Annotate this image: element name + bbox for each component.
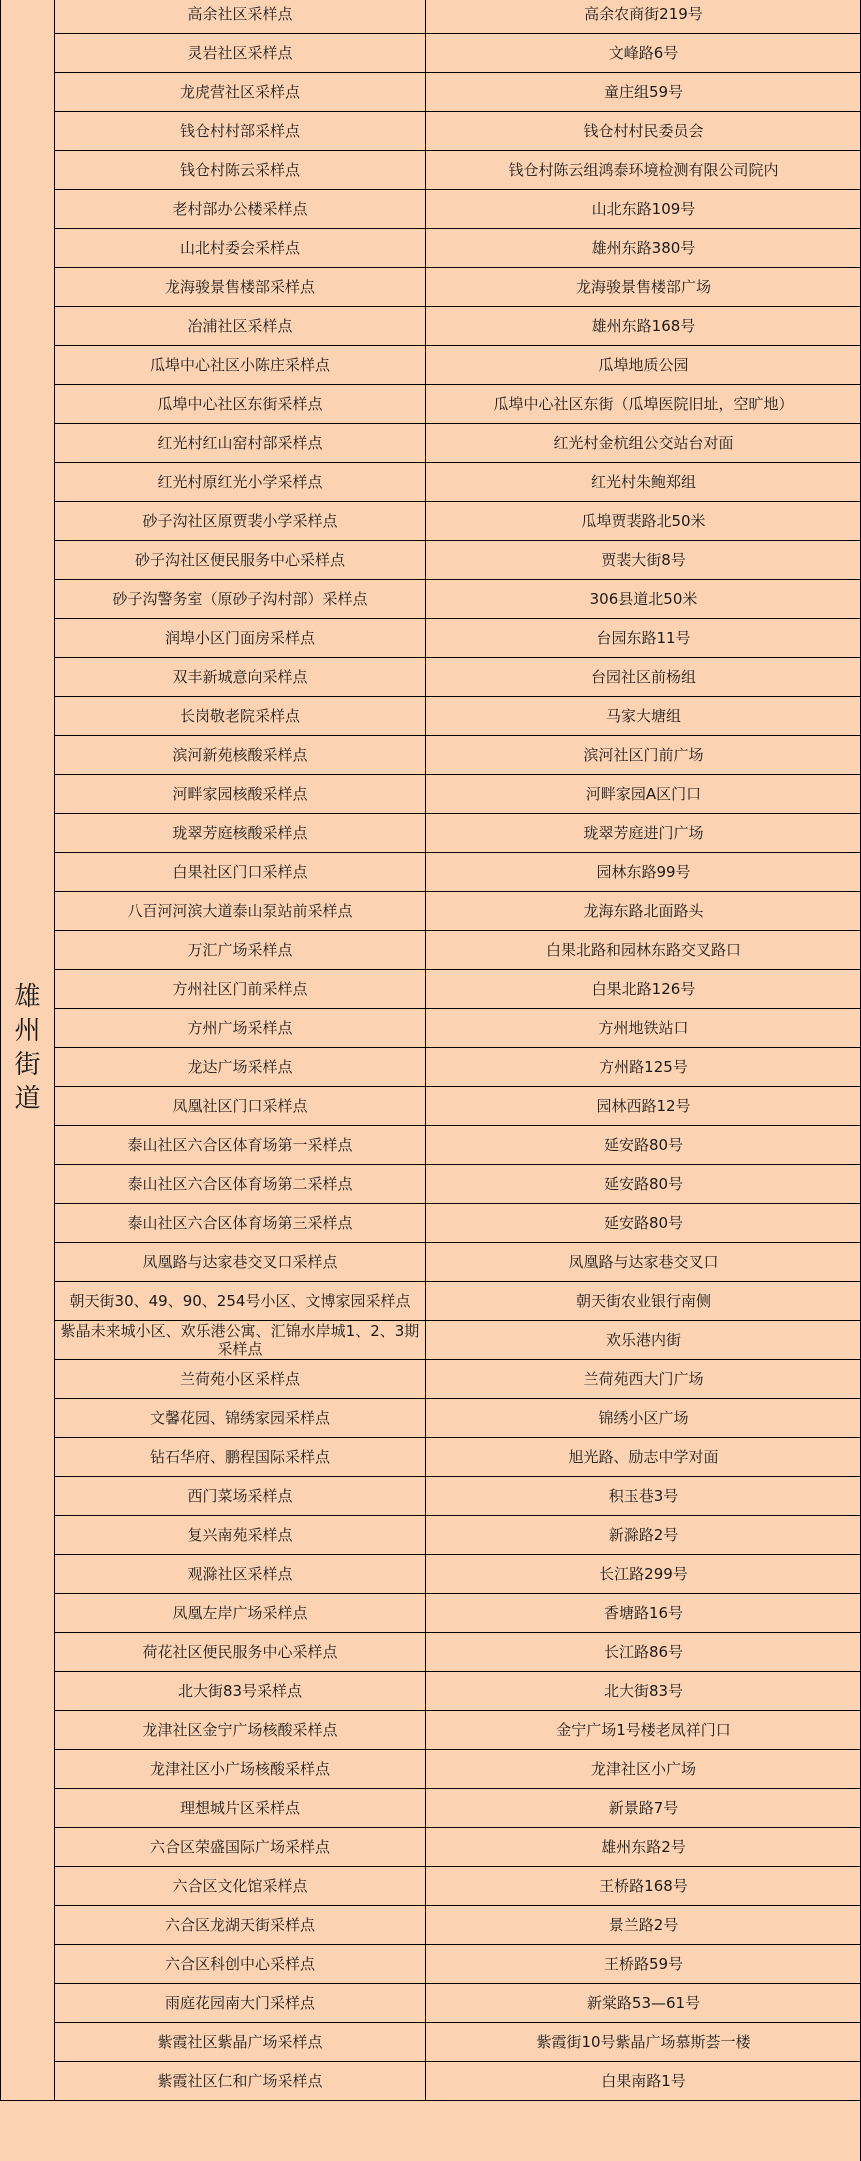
site-name-cell: 泰山社区六合区体育场第一采样点 — [55, 1126, 426, 1165]
site-address-cell: 园林东路99号 — [426, 853, 861, 892]
site-address-cell: 旭光路、励志中学对面 — [426, 1438, 861, 1477]
site-address-cell: 白果北路126号 — [426, 970, 861, 1009]
table-row — [1, 190, 861, 229]
site-name-cell: 灵岩社区采样点 — [55, 34, 426, 73]
table-row — [1, 1477, 861, 1516]
site-name-cell: 长岗敬老院采样点 — [55, 697, 426, 736]
table-row — [1, 346, 861, 385]
table-row — [1, 1126, 861, 1165]
site-address-cell: 延安路80号 — [426, 1204, 861, 1243]
site-name-cell: 龙津社区金宁广场核酸采样点 — [55, 1711, 426, 1750]
site-name-cell: 凤凰左岸广场采样点 — [55, 1594, 426, 1633]
site-address-cell: 红光村金杭组公交站台对面 — [426, 424, 861, 463]
site-address-cell: 香塘路16号 — [426, 1594, 861, 1633]
site-address-cell: 凤凰路与达家巷交叉口 — [426, 1243, 861, 1282]
table-row — [1, 34, 861, 73]
table-row — [1, 1516, 861, 1555]
table-row — [1, 1945, 861, 1984]
table-row — [1, 697, 861, 736]
table-row — [1, 1711, 861, 1750]
table-row — [1, 814, 861, 853]
site-name-cell: 西门菜场采样点 — [55, 1477, 426, 1516]
site-address-cell: 白果南路1号 — [426, 2062, 861, 2101]
site-name-cell: 钻石华府、鹏程国际采样点 — [55, 1438, 426, 1477]
site-address-cell: 马家大塘组 — [426, 697, 861, 736]
table-row — [1, 619, 861, 658]
site-address-cell: 北大街83号 — [426, 1672, 861, 1711]
site-address-cell: 积玉巷3号 — [426, 1477, 861, 1516]
site-name-cell: 砂子沟社区原贾裴小学采样点 — [55, 502, 426, 541]
site-name-cell: 河畔家园核酸采样点 — [55, 775, 426, 814]
site-name-cell: 六合区科创中心采样点 — [55, 1945, 426, 1984]
site-name-cell: 高余社区采样点 — [55, 0, 426, 34]
site-name-cell: 钱仓村陈云采样点 — [55, 151, 426, 190]
site-address-cell: 钱仓村村民委员会 — [426, 112, 861, 151]
district-name: 雄州街道 — [14, 981, 41, 1114]
site-address-cell: 景兰路2号 — [426, 1906, 861, 1945]
site-name-cell: 雨庭花园南大门采样点 — [55, 1984, 426, 2023]
site-name-cell: 龙海骏景售楼部采样点 — [55, 268, 426, 307]
site-address-cell: 延安路80号 — [426, 1126, 861, 1165]
site-name-cell: 紫霞社区紫晶广场采样点 — [55, 2023, 426, 2062]
table-row — [1, 112, 861, 151]
site-address-cell: 方州路125号 — [426, 1048, 861, 1087]
site-address-cell: 瓜埠贾裴路北50米 — [426, 502, 861, 541]
site-address-cell: 瓜埠中心社区东街（瓜埠医院旧址，空旷地） — [426, 385, 861, 424]
site-address-cell: 兰荷苑西大门广场 — [426, 1360, 861, 1399]
site-address-cell: 雄州东路380号 — [426, 229, 861, 268]
site-address-cell: 台园东路11号 — [426, 619, 861, 658]
site-name-cell: 珑翠芳庭核酸采样点 — [55, 814, 426, 853]
table-row — [1, 775, 861, 814]
site-address-cell: 贾裴大街8号 — [426, 541, 861, 580]
table-row — [1, 1243, 861, 1282]
site-address-cell: 雄州东路168号 — [426, 307, 861, 346]
table-row — [1, 307, 861, 346]
site-name-cell: 泰山社区六合区体育场第二采样点 — [55, 1165, 426, 1204]
table-row — [1, 1867, 861, 1906]
table-row — [1, 1009, 861, 1048]
site-name-cell: 龙津社区小广场核酸采样点 — [55, 1750, 426, 1789]
site-name-cell: 六合区龙湖天街采样点 — [55, 1906, 426, 1945]
site-name-cell: 冶浦社区采样点 — [55, 307, 426, 346]
site-address-cell: 306县道北50米 — [426, 580, 861, 619]
site-name-cell: 兰荷苑小区采样点 — [55, 1360, 426, 1399]
site-name-cell: 凤凰路与达家巷交叉口采样点 — [55, 1243, 426, 1282]
site-address-cell: 龙津社区小广场 — [426, 1750, 861, 1789]
site-address-cell: 锦绣小区广场 — [426, 1399, 861, 1438]
site-address-cell: 新景路7号 — [426, 1789, 861, 1828]
site-address-cell: 珑翠芳庭进门广场 — [426, 814, 861, 853]
site-address-cell: 文峰路6号 — [426, 34, 861, 73]
site-address-cell: 王桥路168号 — [426, 1867, 861, 1906]
site-name-cell: 六合区文化馆采样点 — [55, 1867, 426, 1906]
site-address-cell: 雄州东路2号 — [426, 1828, 861, 1867]
site-address-cell: 园林西路12号 — [426, 1087, 861, 1126]
table-row — [1, 73, 861, 112]
site-address-cell: 王桥路59号 — [426, 1945, 861, 1984]
site-address-cell: 龙海东路北面路头 — [426, 892, 861, 931]
site-name-cell: 瓜埠中心社区东街采样点 — [55, 385, 426, 424]
site-name-cell: 北大街83号采样点 — [55, 1672, 426, 1711]
table-row — [1, 1789, 861, 1828]
site-name-cell: 复兴南苑采样点 — [55, 1516, 426, 1555]
site-address-cell: 延安路80号 — [426, 1165, 861, 1204]
site-name-cell: 山北村委会采样点 — [55, 229, 426, 268]
site-address-cell: 紫霞街10号紫晶广场慕斯荟一楼 — [426, 2023, 861, 2062]
district-name-cell — [1, 0, 55, 2101]
site-address-cell: 河畔家园A区门口 — [426, 775, 861, 814]
site-name-cell: 红光村红山窑村部采样点 — [55, 424, 426, 463]
site-name-cell: 润埠小区门面房采样点 — [55, 619, 426, 658]
site-name-cell: 方州社区门前采样点 — [55, 970, 426, 1009]
site-address-cell: 瓜埠地质公园 — [426, 346, 861, 385]
table-row — [1, 1399, 861, 1438]
site-name-cell: 八百河河滨大道泰山泵站前采样点 — [55, 892, 426, 931]
site-address-cell: 新棠路53—61号 — [426, 1984, 861, 2023]
site-address-cell: 欢乐港内街 — [426, 1321, 861, 1360]
table-body — [1, 0, 861, 2101]
table-row — [1, 1672, 861, 1711]
table-row — [1, 970, 861, 1009]
table-row — [1, 658, 861, 697]
site-address-cell: 台园社区前杨组 — [426, 658, 861, 697]
site-name-cell: 老村部办公楼采样点 — [55, 190, 426, 229]
site-name-cell: 朝天街30、49、90、254号小区、文博家园采样点 — [55, 1282, 426, 1321]
site-name-cell: 双丰新城意向采样点 — [55, 658, 426, 697]
site-name-cell: 白果社区门口采样点 — [55, 853, 426, 892]
table-row — [1, 1165, 861, 1204]
table-row — [1, 1633, 861, 1672]
site-address-cell: 钱仓村陈云组鸿泰环境检测有限公司院内 — [426, 151, 861, 190]
site-name-cell: 红光村原红光小学采样点 — [55, 463, 426, 502]
table-row — [1, 268, 861, 307]
site-address-cell: 山北东路109号 — [426, 190, 861, 229]
table-row — [1, 1360, 861, 1399]
site-address-cell: 童庄组59号 — [426, 73, 861, 112]
table-row — [1, 736, 861, 775]
table-row — [1, 229, 861, 268]
table-row — [1, 1555, 861, 1594]
site-name-cell: 瓜埠中心社区小陈庄采样点 — [55, 346, 426, 385]
site-address-cell: 新滁路2号 — [426, 1516, 861, 1555]
site-address-cell: 金宁广场1号楼老凤祥门口 — [426, 1711, 861, 1750]
site-name-cell: 方州广场采样点 — [55, 1009, 426, 1048]
site-address-cell: 滨河社区门前广场 — [426, 736, 861, 775]
table-row — [1, 541, 861, 580]
site-name-cell: 泰山社区六合区体育场第三采样点 — [55, 1204, 426, 1243]
table-row — [1, 1828, 861, 1867]
site-name-cell: 观滁社区采样点 — [55, 1555, 426, 1594]
site-name-cell: 砂子沟社区便民服务中心采样点 — [55, 541, 426, 580]
site-name-cell: 龙虎营社区采样点 — [55, 73, 426, 112]
table-row — [1, 1750, 861, 1789]
site-name-cell: 凤凰社区门口采样点 — [55, 1087, 426, 1126]
table-row — [1, 1048, 861, 1087]
table-row — [1, 2023, 861, 2062]
site-name-cell: 文馨花园、锦绣家园采样点 — [55, 1399, 426, 1438]
table-row — [1, 1984, 861, 2023]
site-name-cell: 理想城片区采样点 — [55, 1789, 426, 1828]
table-row — [1, 1282, 861, 1321]
table-row — [1, 502, 861, 541]
site-name-cell: 滨河新苑核酸采样点 — [55, 736, 426, 775]
table-row — [1, 1204, 861, 1243]
table-row — [1, 1438, 861, 1477]
table-row — [1, 2062, 861, 2101]
table-row — [1, 463, 861, 502]
site-name-cell: 紫晶未来城小区、欢乐港公寓、汇锦水岸城1、2、3期采样点 — [55, 1321, 426, 1360]
table-row — [1, 580, 861, 619]
table-row — [1, 1087, 861, 1126]
table-row — [1, 931, 861, 970]
site-name-cell: 钱仓村村部采样点 — [55, 112, 426, 151]
site-name-cell: 万汇广场采样点 — [55, 931, 426, 970]
table-row — [1, 892, 861, 931]
table-row — [1, 1594, 861, 1633]
table-row — [1, 424, 861, 463]
site-address-cell: 红光村朱鲍郑组 — [426, 463, 861, 502]
site-address-cell: 高余农商街219号 — [426, 0, 861, 34]
site-name-cell: 砂子沟警务室（原砂子沟村部）采样点 — [55, 580, 426, 619]
site-address-cell: 长江路299号 — [426, 1555, 861, 1594]
table-row — [1, 1906, 861, 1945]
site-address-cell: 龙海骏景售楼部广场 — [426, 268, 861, 307]
site-name-cell: 紫霞社区仁和广场采样点 — [55, 2062, 426, 2101]
site-address-cell: 朝天街农业银行南侧 — [426, 1282, 861, 1321]
table-row — [1, 385, 861, 424]
site-name-cell: 荷花社区便民服务中心采样点 — [55, 1633, 426, 1672]
table-row — [1, 853, 861, 892]
table-row — [1, 0, 861, 34]
site-address-cell: 方州地铁站口 — [426, 1009, 861, 1048]
site-address-cell: 长江路86号 — [426, 1633, 861, 1672]
table-row — [1, 1321, 861, 1360]
table-row — [1, 151, 861, 190]
site-name-cell: 龙达广场采样点 — [55, 1048, 426, 1087]
site-name-cell: 六合区荣盛国际广场采样点 — [55, 1828, 426, 1867]
site-address-cell: 白果北路和园林东路交叉路口 — [426, 931, 861, 970]
